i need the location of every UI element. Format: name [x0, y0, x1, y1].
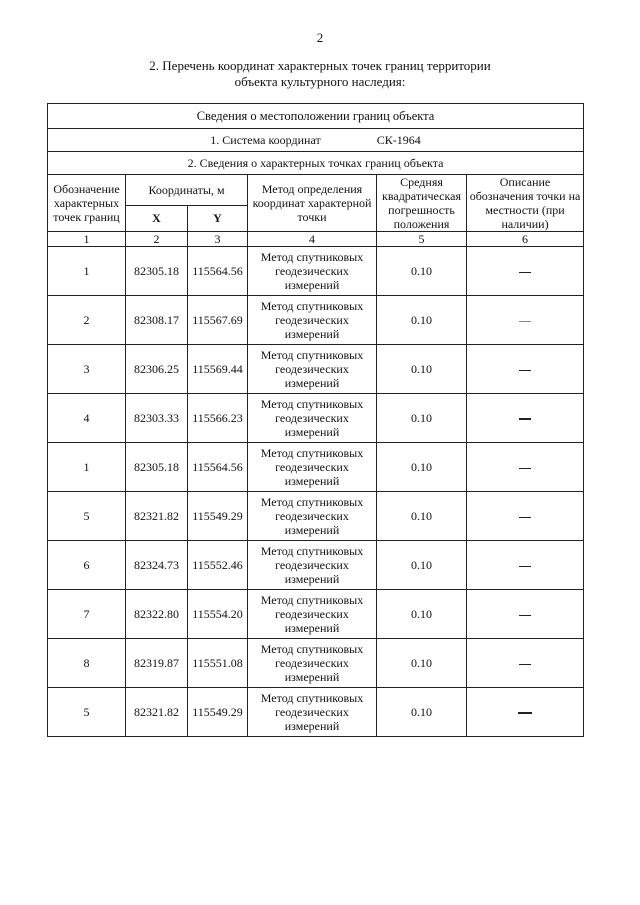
- y-coordinate: 115569.44: [188, 345, 248, 394]
- table-row: [48, 541, 584, 590]
- y-coordinate: 115564.56: [188, 443, 248, 492]
- page-number: 2: [316, 30, 324, 45]
- x-coordinate: 82321.82: [126, 688, 188, 737]
- table-row: [48, 394, 584, 443]
- error-cell: 0.10: [377, 345, 467, 394]
- method-cell: Метод спутниковых геодезических измерений: [248, 247, 377, 296]
- document-heading: [100, 58, 540, 90]
- y-coordinate: 115549.29: [188, 492, 248, 541]
- point-id: 6: [48, 541, 126, 590]
- point-id: 5: [48, 688, 126, 737]
- dash-mark: [519, 370, 531, 371]
- point-id: 7: [48, 590, 126, 639]
- coordinate-system-label: 1. Система координат: [210, 133, 321, 147]
- description-cell: [467, 247, 584, 296]
- method-cell: Метод спутниковых геодезических измерений: [248, 345, 377, 394]
- y-coordinate: 115552.46: [188, 541, 248, 590]
- section-label: 2. Сведения о характерных точках границ объекта: [48, 152, 584, 175]
- description-cell: [467, 394, 584, 443]
- header-point-designation: Обозначение характерных точек границ: [48, 175, 126, 232]
- dash-mark: [519, 321, 531, 322]
- x-coordinate: 82319.87: [126, 639, 188, 688]
- header-method: Метод определения координат характерной точки: [248, 175, 377, 232]
- y-coordinate: 115567.69: [188, 296, 248, 345]
- coordinates-table: [47, 103, 584, 737]
- table-row: [48, 639, 584, 688]
- error-cell: 0.10: [377, 492, 467, 541]
- error-cell: 0.10: [377, 296, 467, 345]
- dash-mark: [518, 712, 532, 714]
- coordinate-system-row: [48, 129, 584, 152]
- x-coordinate: 82322.80: [126, 590, 188, 639]
- table-row: [48, 296, 584, 345]
- header-description: Описание обозначения точки на местности (при наличии): [467, 175, 584, 232]
- table-title: Сведения о местоположении границ объекта: [48, 104, 584, 129]
- point-id: 3: [48, 345, 126, 394]
- table-row: [48, 443, 584, 492]
- method-cell: Метод спутниковых геодезических измерений: [248, 492, 377, 541]
- method-cell: Метод спутниковых геодезических измерений: [248, 296, 377, 345]
- table-row: [48, 247, 584, 296]
- x-coordinate: 82305.18: [126, 443, 188, 492]
- method-cell: Метод спутниковых геодезических измерений: [248, 688, 377, 737]
- header-x: X: [126, 205, 188, 231]
- error-cell: 0.10: [377, 394, 467, 443]
- method-cell: Метод спутниковых геодезических измерений: [248, 639, 377, 688]
- error-cell: 0.10: [377, 443, 467, 492]
- dash-mark: [519, 272, 531, 273]
- dash-mark: [519, 664, 531, 665]
- point-id: 1: [48, 247, 126, 296]
- dash-mark: [519, 615, 531, 616]
- dash-mark: [519, 418, 531, 420]
- dash-mark: [519, 468, 531, 469]
- table-row: [48, 492, 584, 541]
- column-number: 6: [467, 232, 584, 247]
- point-id: 4: [48, 394, 126, 443]
- y-coordinate: 115554.20: [188, 590, 248, 639]
- method-cell: Метод спутниковых геодезических измерений: [248, 394, 377, 443]
- table-row: [48, 345, 584, 394]
- x-coordinate: 82321.82: [126, 492, 188, 541]
- column-number: 1: [48, 232, 126, 247]
- x-coordinate: 82303.33: [126, 394, 188, 443]
- y-coordinate: 115551.08: [188, 639, 248, 688]
- description-cell: [467, 443, 584, 492]
- point-id: 8: [48, 639, 126, 688]
- y-coordinate: 115549.29: [188, 688, 248, 737]
- dash-mark: [519, 517, 531, 518]
- y-coordinate: 115564.56: [188, 247, 248, 296]
- description-cell: [467, 688, 584, 737]
- coordinate-system-value: СК-1964: [376, 133, 421, 147]
- header-y: Y: [188, 205, 248, 231]
- x-coordinate: 82305.18: [126, 247, 188, 296]
- y-coordinate: 115566.23: [188, 394, 248, 443]
- table-row: [48, 688, 584, 737]
- column-number: 5: [377, 232, 467, 247]
- point-id: 5: [48, 492, 126, 541]
- point-id: 1: [48, 443, 126, 492]
- heading-line-1: 2. Перечень координат характерных точек границ территории: [149, 58, 491, 73]
- method-cell: Метод спутниковых геодезических измерений: [248, 541, 377, 590]
- description-cell: [467, 492, 584, 541]
- point-id: 2: [48, 296, 126, 345]
- x-coordinate: 82306.25: [126, 345, 188, 394]
- description-cell: [467, 345, 584, 394]
- header-error: Средняя квадратическая погрешность положения: [377, 175, 467, 232]
- method-cell: Метод спутниковых геодезических измерений: [248, 590, 377, 639]
- error-cell: 0.10: [377, 639, 467, 688]
- description-cell: [467, 639, 584, 688]
- error-cell: 0.10: [377, 541, 467, 590]
- x-coordinate: 82308.17: [126, 296, 188, 345]
- dash-mark: [519, 566, 531, 567]
- column-number: 2: [126, 232, 188, 247]
- header-coordinates: Координаты, м: [126, 175, 248, 206]
- table-row: [48, 590, 584, 639]
- description-cell: [467, 590, 584, 639]
- error-cell: 0.10: [377, 590, 467, 639]
- error-cell: 0.10: [377, 247, 467, 296]
- error-cell: 0.10: [377, 688, 467, 737]
- column-number: 3: [188, 232, 248, 247]
- method-cell: Метод спутниковых геодезических измерений: [248, 443, 377, 492]
- description-cell: [467, 541, 584, 590]
- heading-line-2: объекта культурного наследия:: [234, 74, 406, 89]
- x-coordinate: 82324.73: [126, 541, 188, 590]
- column-number: 4: [248, 232, 377, 247]
- column-numbers-row: [48, 232, 584, 247]
- description-cell: [467, 296, 584, 345]
